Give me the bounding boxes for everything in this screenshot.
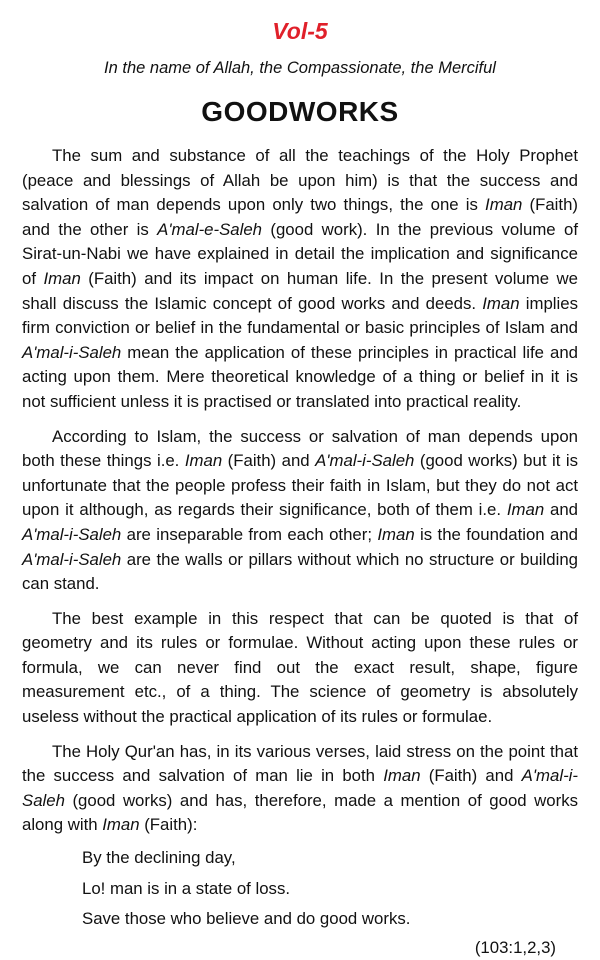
paragraph-3: [22, 607, 578, 730]
italic-term: A'mal-i-Saleh: [22, 524, 122, 544]
italic-term: Iman: [377, 524, 415, 544]
italic-term: Iman: [506, 500, 545, 520]
italic-term: Iman: [482, 293, 520, 313]
volume-label: Vol-5: [272, 18, 328, 44]
italic-term: A'mal-i-Saleh: [22, 549, 122, 569]
paragraph-1: [22, 144, 578, 415]
text-run: (Faith) and: [222, 451, 316, 471]
italic-term: A'mal-i-Saleh: [22, 342, 122, 362]
text-run: (Faith):: [139, 815, 198, 835]
italic-term: A'mal-i-Saleh: [22, 766, 578, 810]
italic-term: Iman: [102, 815, 140, 835]
paragraph-2: [22, 425, 578, 597]
text-run: (good works) and has, therefore, made a mention of good works along with: [22, 790, 578, 835]
italic-term: Iman: [184, 451, 223, 471]
italic-term: Iman: [383, 766, 421, 786]
italic-term: A'mal-e-Saleh: [157, 219, 263, 239]
verse-line-2: Lo! man is in a state of loss.: [82, 878, 291, 898]
text-run: is the foundation and: [414, 524, 578, 544]
text-run: (Faith) and: [420, 766, 522, 786]
italic-term: Iman: [485, 195, 523, 215]
text-run: mean the application of these principles in practical life and acting upon them. Mere theoretical knowledge of a thing or belief in it is not sufficient unless it is practised or translated into practical reality.: [22, 342, 578, 411]
basmala-line: In the name of Allah, the Compassionate, the Merciful: [104, 59, 496, 77]
text-run: The best example in this respect that can be quoted is that of geometry and its rules or formulae. Without acting upon these rules or formula, we can never find out the exact result, shape, figure measurement etc., of a thing. The science of geometry is absolutely useless without the practical application of its rules or formulae.: [22, 608, 578, 727]
text-run: are the walls or pillars without which no structure or building can stand.: [22, 549, 578, 594]
text-run: (good work). In the previous volume of Sirat-un-Nabi we have explained in detail the implication and significance of: [22, 219, 578, 288]
text-run: (good works) but it is unfortunate that the people profess their faith in Islam, but they do not act upon it although, as regards their significance, both of them i.e.: [22, 451, 578, 520]
text-run: (Faith) and its impact on human life. In the present volume we shall discuss the Islamic concept of good works and deeds.: [22, 268, 578, 313]
page-title: GOODWORKS: [201, 96, 399, 127]
text-run: According to Islam, the success or salvation of man depends upon both these things i.e.: [22, 426, 578, 471]
verse-line-1: By the declining day,: [82, 848, 236, 868]
text-run: (Faith) and the other is: [22, 195, 578, 239]
text-run: implies firm conviction or belief in the fundamental or basic principles of Islam and: [22, 293, 578, 338]
italic-term: Iman: [43, 268, 81, 288]
verse-line-3: Save those who believe and do good works.: [82, 909, 411, 929]
text-run: The sum and substance of all the teachings of the Holy Prophet (peace and blessings of Allah be upon him) is that the success and salvation of man depends upon only two things, the one is: [22, 146, 578, 215]
italic-term: A'mal-i-Saleh: [315, 451, 415, 471]
text-run: and: [544, 500, 578, 520]
paragraph-4: [22, 740, 578, 838]
verse-reference: (103:1,2,3): [474, 937, 556, 957]
text-run: are inseparable from each other;: [121, 524, 378, 544]
text-run: The Holy Qur'an has, in its various verses, laid stress on the point that the success and salvation of man lie in both: [22, 741, 578, 786]
